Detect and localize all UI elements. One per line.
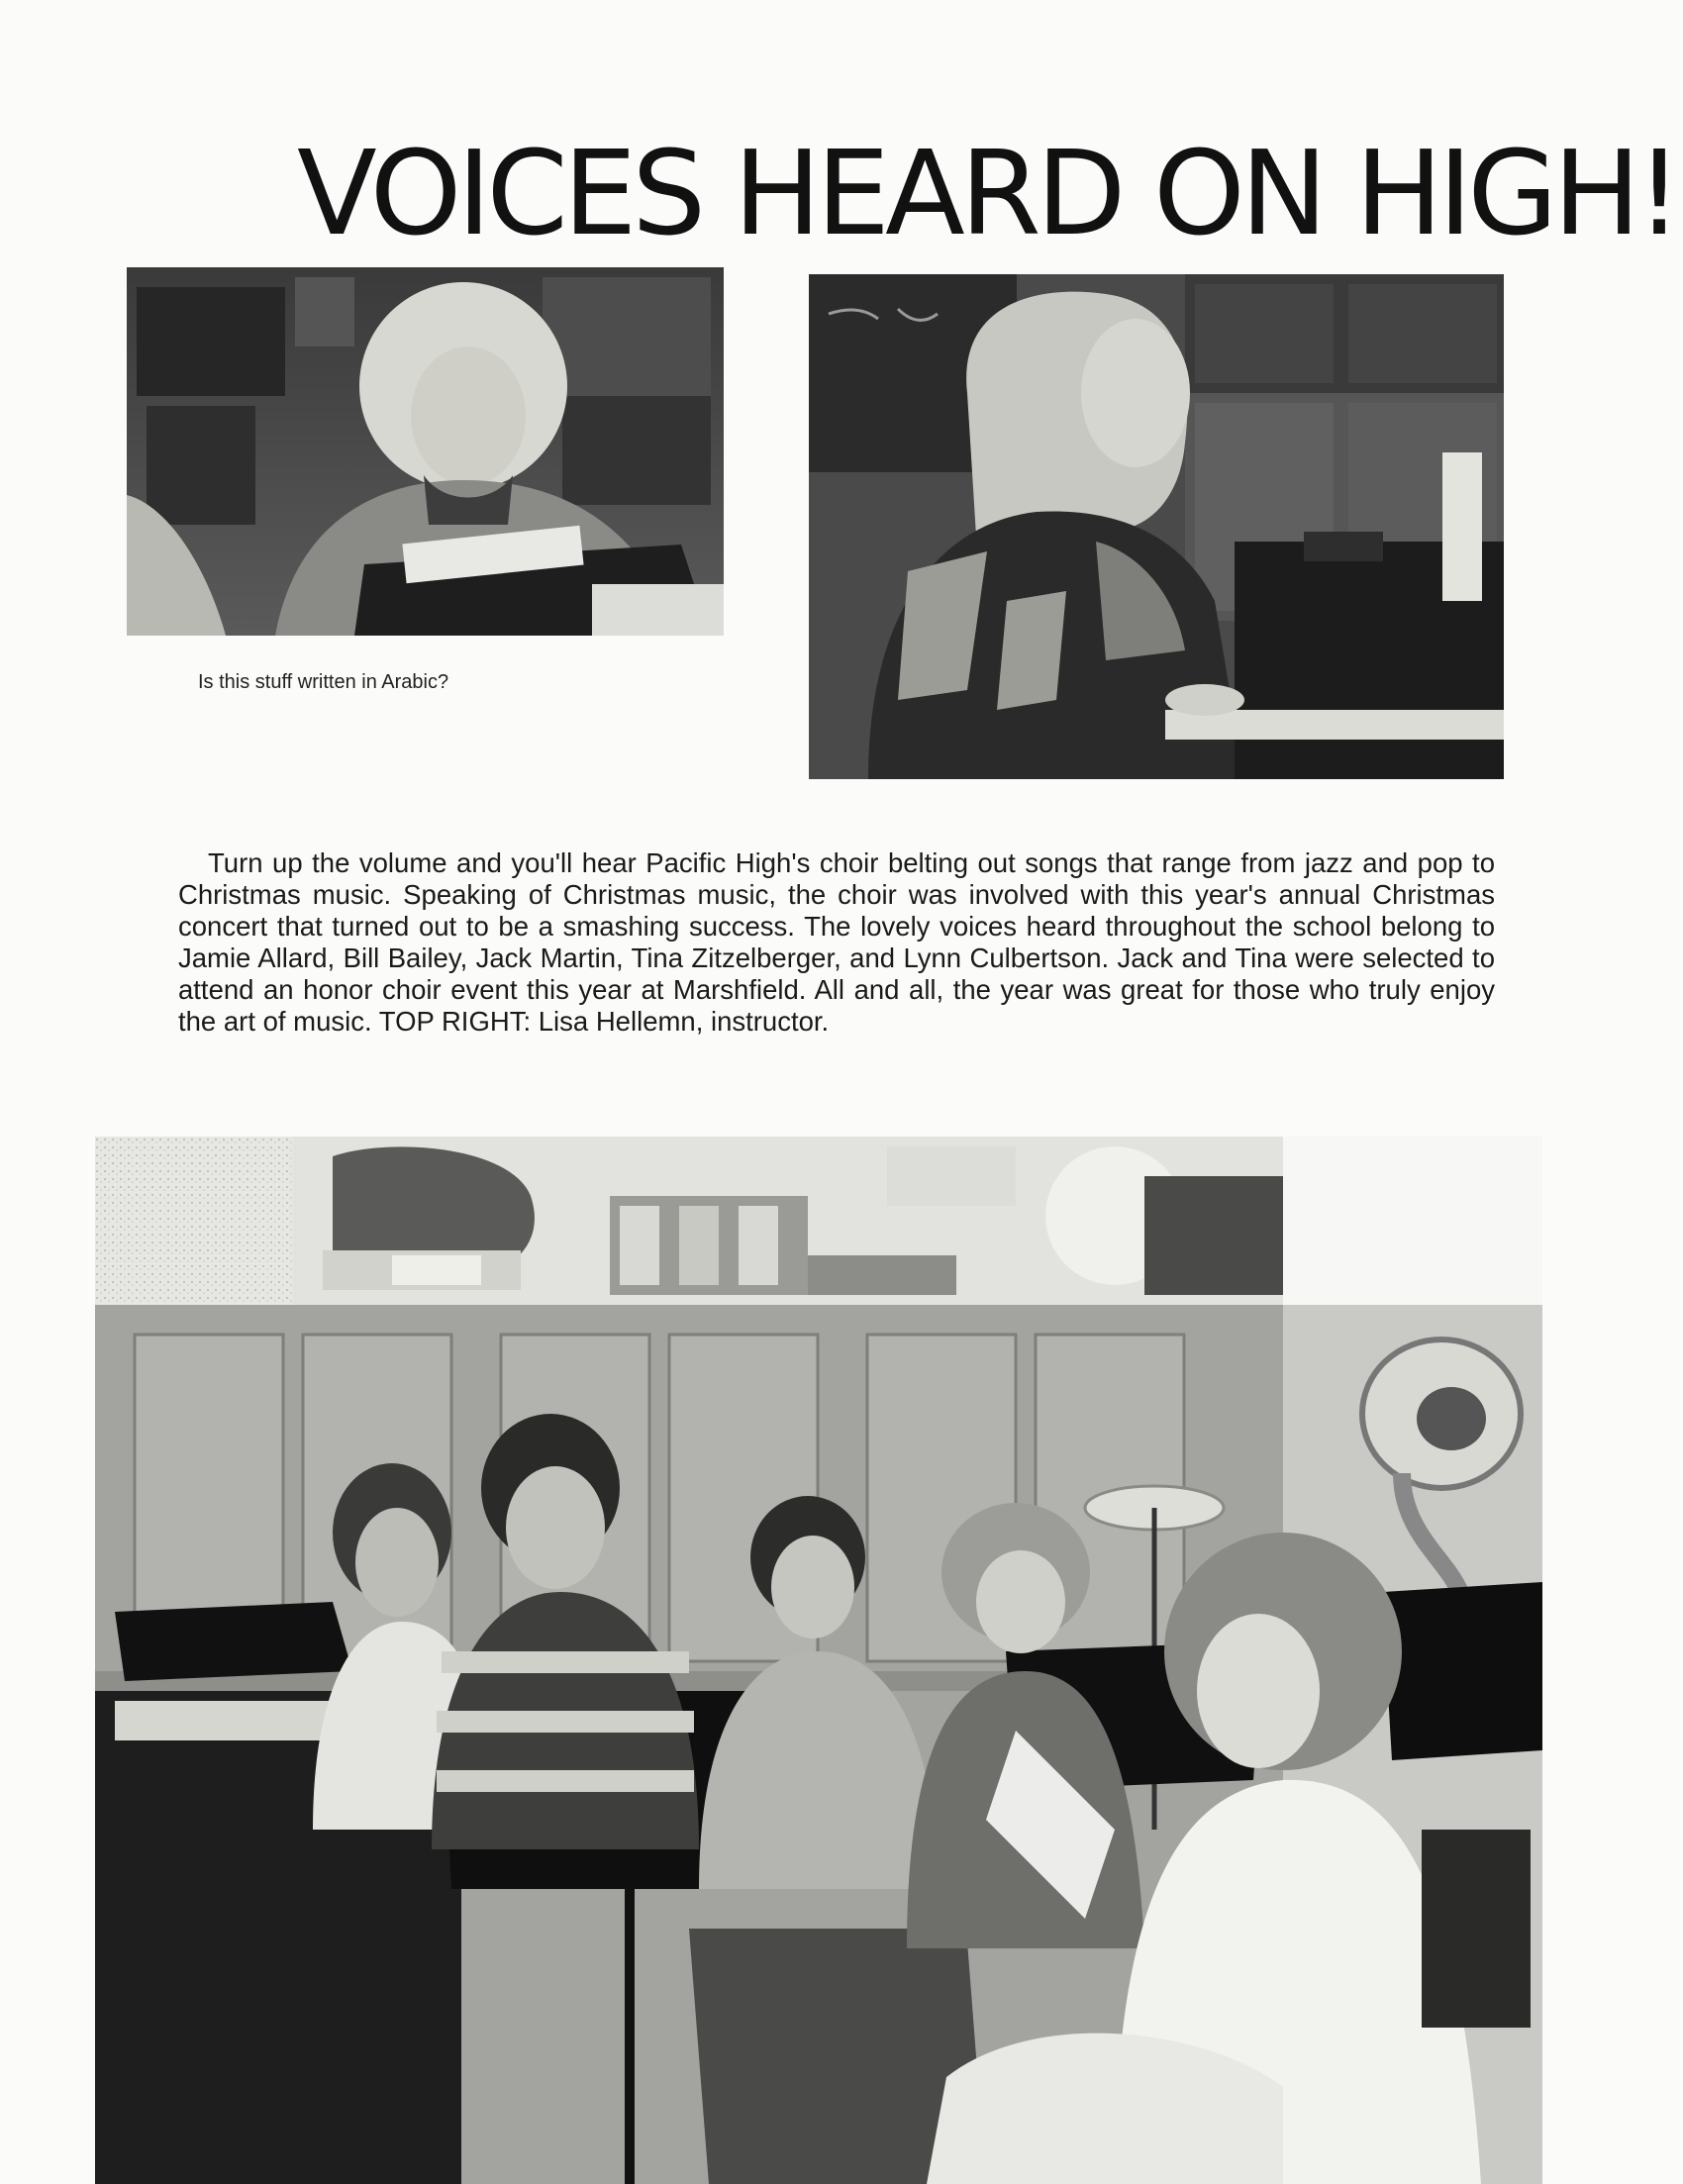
photo-instructor-at-piano	[809, 274, 1504, 779]
photo-caption: Is this stuff written in Arabic?	[198, 671, 449, 693]
photo-choir-rehearsal	[95, 1137, 1542, 2184]
page-title: VOICES HEARD ON HIGH!	[297, 125, 1678, 261]
photo-student-reading-music	[127, 267, 724, 636]
article-body: Turn up the volume and you'll hear Pacific High's choir belting out songs that range from jazz and pop to Christmas music. Speaking of Christmas music, the choir was involved with this year's annual Christmas concert that turned out to be a smashing success. The lovely voices heard throughout the school belong to Jamie Allard, Bill Bailey, Jack Martin, Tina Zitzelberger, and Lynn Culbertson. Jack and Tina were selected to attend an honor choir event this year at Marshfield. All and all, the year was great for those who truly enjoy the art of music. TOP RIGHT: Lisa Hellemn, instructor.	[178, 847, 1495, 1037]
